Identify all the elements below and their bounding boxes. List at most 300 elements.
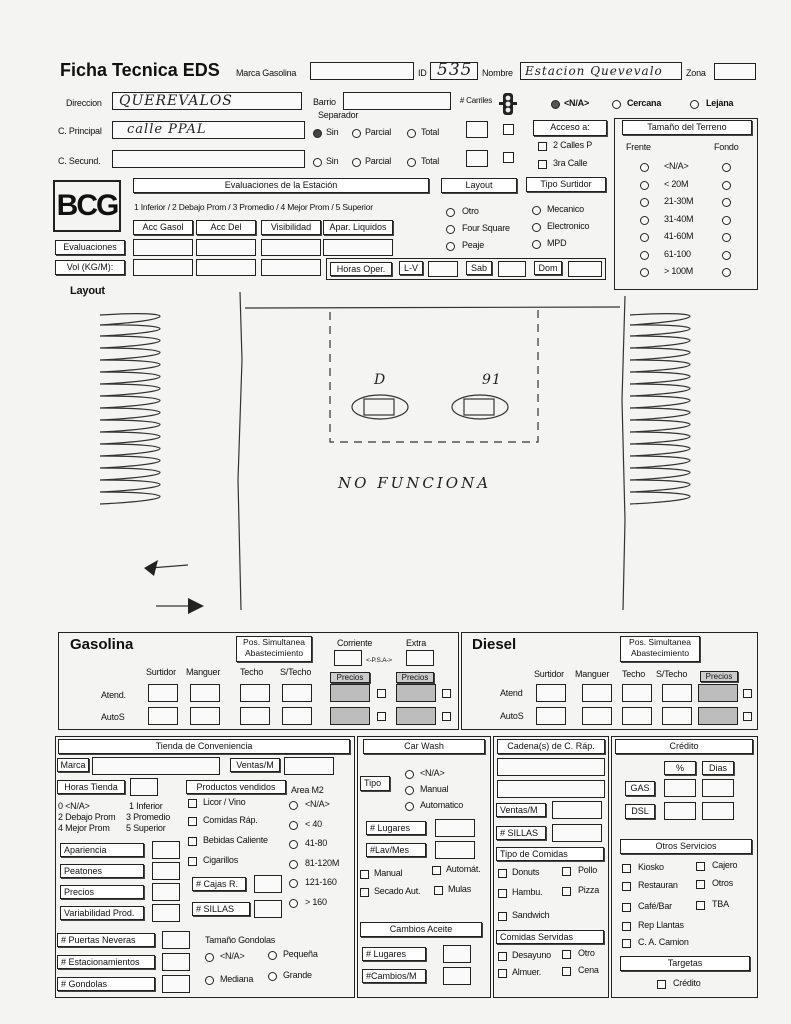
otros-servicios-title: Otros Servicios	[620, 839, 752, 854]
layout-otro-label: Otro	[462, 206, 479, 216]
id-field[interactable]	[430, 62, 478, 80]
otro-check[interactable]	[562, 950, 571, 959]
horas-tienda-label: Horas Tienda	[57, 780, 125, 794]
carwash-automat-check[interactable]	[432, 866, 441, 875]
direccion-value: QUEREVALOS	[119, 93, 233, 109]
comidas-servidas-label: Comidas Servidas	[496, 930, 604, 944]
parcial-label-2: Parcial	[365, 156, 392, 166]
gondola-grande-label: Grande	[283, 970, 312, 980]
carwash-lugares-label: # Lugares	[366, 821, 426, 835]
diesel-pos-sim: Pos. Simultanea Abastecimiento	[620, 636, 700, 662]
direccion-label: Direccion	[66, 98, 102, 108]
gasolina-title: Gasolina	[70, 636, 134, 653]
eval-precios-label: Precios	[60, 885, 144, 899]
gas-atend-precio-extra[interactable]	[396, 684, 436, 702]
gondola-pequena-label: Pequeña	[283, 949, 318, 959]
credito-dsl-label: DSL	[625, 804, 655, 819]
vol-row-label: Vol (KG/M):	[55, 260, 125, 275]
fondo-radio[interactable]	[722, 268, 731, 277]
bebidas-check[interactable]	[188, 837, 197, 846]
fondo-label: Fondo	[714, 142, 739, 152]
carwash-lugares-field[interactable]	[435, 819, 475, 837]
surtidor-mecanico-label: Mecanico	[547, 204, 584, 214]
fondo-radio[interactable]	[722, 181, 731, 190]
horas-oper-label: Horas Oper.	[330, 262, 392, 276]
cajas-label: # Cajas R.	[192, 877, 246, 891]
traffic-light-icon	[499, 92, 517, 116]
dsl-precios: Precios	[700, 671, 738, 682]
terreno-option-label: < 20M	[664, 178, 689, 189]
layout-peaje-label: Peaje	[462, 240, 485, 250]
credito-gas-dias[interactable]	[702, 779, 734, 797]
layout-sketch	[60, 280, 760, 620]
dos-calles-check[interactable]	[538, 142, 547, 151]
scale-line-2: 2 Debajo Prom	[58, 812, 116, 822]
tercera-calle-check[interactable]	[538, 160, 547, 169]
pollo-check[interactable]	[562, 867, 571, 876]
carwash-automat-label: Automát.	[446, 864, 481, 874]
dom-field[interactable]	[568, 261, 602, 277]
cambios-m-label: #Cambios/M	[362, 969, 426, 983]
eval-acc-del-field[interactable]	[196, 239, 256, 256]
gondolas-label: # Gondolas	[57, 977, 155, 991]
scale-line-6: 5 Superior	[126, 823, 166, 833]
tamano-gondolas-label: Tamaño Gondolas	[205, 935, 276, 945]
separador-principal-check[interactable]	[503, 124, 514, 135]
lv-label: L-V	[399, 261, 423, 275]
surtidor-mecanico-radio[interactable]	[532, 206, 541, 215]
zona-label: Zona	[686, 68, 706, 78]
tienda-marca-field[interactable]	[92, 757, 220, 775]
hambu-label: Hambu.	[512, 887, 543, 897]
location-na-label: <N/A>	[564, 98, 590, 108]
otros-label: Otros	[712, 878, 734, 888]
gas-autos-surtidor[interactable]	[148, 707, 178, 725]
frente-label: Frente	[626, 142, 651, 152]
donuts-label: Donuts	[512, 867, 540, 877]
dsl-row-autos: AutoS	[500, 711, 524, 721]
gas-autos-techo[interactable]	[240, 707, 270, 725]
otros-check[interactable]	[696, 880, 705, 889]
area-option-label: 121-160	[305, 877, 337, 887]
gondola-mediana-label: Mediana	[220, 974, 254, 984]
credito-title: Crédito	[615, 739, 753, 754]
kiosko-check[interactable]	[622, 864, 631, 873]
barrio-label: Barrio	[313, 97, 336, 107]
terreno-option-label: 41-60M	[664, 231, 694, 241]
scale-line-1: 0 <N/A>	[58, 801, 90, 811]
credito-gas-pct[interactable]	[664, 779, 696, 797]
eval-acc-gasol-field[interactable]	[133, 239, 193, 256]
gasolina-pos-sim: Pos. Simultanea Abastecimiento	[236, 636, 312, 662]
gas-autos-manguer[interactable]	[190, 707, 220, 725]
layout-four-square-radio[interactable]	[446, 225, 455, 234]
cajero-check[interactable]	[696, 862, 705, 871]
restauran-label: Restauran	[638, 880, 678, 890]
pizza-check[interactable]	[562, 887, 571, 896]
evaluaciones-row-label: Evaluaciones	[55, 240, 125, 255]
area-radio[interactable]	[289, 860, 298, 869]
dsl-col-manguer: Manguer	[575, 669, 610, 679]
frente-radio[interactable]	[640, 181, 649, 190]
nombre-label: Nombre	[482, 68, 513, 78]
direccion-field[interactable]	[112, 92, 302, 110]
sab-label: Sab	[466, 261, 492, 275]
vol-acc-gasol-field[interactable]	[133, 259, 193, 276]
carwash-automatico-label: Automatico	[420, 800, 464, 810]
location-na-radio[interactable]	[551, 100, 560, 109]
eval-variabilidad-field[interactable]	[152, 904, 180, 922]
cambios-aceite-title: Cambios Aceite	[360, 922, 482, 937]
dsl-autos-manguer[interactable]	[582, 707, 612, 725]
layout-header: Layout	[441, 178, 517, 193]
corriente-field[interactable]	[334, 650, 362, 666]
kiosko-label: Kiosko	[638, 862, 664, 872]
carwash-automatico-radio[interactable]	[405, 802, 414, 811]
tba-label: TBA	[712, 899, 729, 909]
carwash-lav-field[interactable]	[435, 841, 475, 859]
terreno-option-label: 61-100	[664, 248, 691, 259]
bebidas-label: Bebidas Caliente	[203, 835, 268, 845]
c-principal-field[interactable]	[112, 121, 305, 139]
separador-secund-check[interactable]	[503, 152, 514, 163]
corriente-label: Corriente	[337, 638, 373, 648]
gas-col-techo: Techo	[240, 667, 264, 677]
estacionamientos-field[interactable]	[162, 953, 190, 971]
gondola-pequena-radio[interactable]	[268, 951, 277, 960]
terreno-option-label: > 100M	[664, 266, 694, 276]
targetas-title: Targetas	[620, 956, 750, 971]
gas-autos-precio-corriente[interactable]	[330, 707, 370, 725]
carwash-na-label: <N/A>	[420, 768, 445, 778]
area-radio[interactable]	[289, 840, 298, 849]
nombre-value: Estacion Quevevalo	[525, 64, 663, 78]
dsl-atend-manguer[interactable]	[582, 684, 612, 702]
frente-radio[interactable]	[640, 233, 649, 242]
gondola-mediana-radio[interactable]	[205, 976, 214, 985]
licor-label: Licor / Vino	[203, 797, 246, 807]
pump-1-label: D	[374, 372, 387, 388]
bcg-logo: BCG	[53, 180, 121, 232]
frente-radio[interactable]	[640, 268, 649, 277]
tienda-ventas-label: Ventas/M	[230, 758, 280, 772]
cadena-sillas-label: # SILLAS	[496, 826, 546, 840]
dos-calles-label: 2 Calles P	[553, 140, 593, 150]
marca-gasolina-field[interactable]	[310, 62, 414, 80]
cercana-label: Cercana	[627, 98, 662, 108]
surtidor-electronico-label: Electronico	[547, 221, 590, 231]
carwash-manual-check[interactable]	[360, 870, 369, 879]
marca-gasolina-label: Marca Gasolina	[236, 68, 297, 78]
eval-apariencia-label: Apariencia	[60, 843, 144, 857]
scale-line-5: 3 Promedio	[126, 812, 171, 822]
area-option-label: < 40	[305, 818, 322, 829]
total-label: Total	[421, 127, 440, 137]
c-principal-sin-radio[interactable]	[313, 129, 322, 138]
licor-check[interactable]	[188, 799, 197, 808]
credito-dsl-pct[interactable]	[664, 802, 696, 820]
gas-precios-extra: Precios	[396, 672, 434, 683]
tienda-sillas-label: # SILLAS	[192, 902, 250, 916]
c-secund-field[interactable]	[112, 150, 305, 168]
layout-otro-radio[interactable]	[446, 208, 455, 217]
vol-acc-del-field[interactable]	[196, 259, 256, 276]
carwash-na-radio[interactable]	[405, 770, 414, 779]
cena-check[interactable]	[562, 967, 571, 976]
barrio-field[interactable]	[343, 92, 451, 110]
fondo-radio[interactable]	[722, 198, 731, 207]
horas-tienda-field[interactable]	[130, 778, 158, 796]
layout-peaje-radio[interactable]	[446, 242, 455, 251]
c-secund-total-radio[interactable]	[407, 158, 416, 167]
gondolas-field[interactable]	[162, 975, 190, 993]
dsl-col-surtidor: Surtidor	[534, 669, 564, 679]
gas-atend-stecho[interactable]	[282, 684, 312, 702]
frente-radio[interactable]	[640, 163, 649, 172]
terreno-title: Tamaño del Terreno	[622, 120, 752, 135]
almuer-check[interactable]	[498, 969, 507, 978]
ca-camion-label: C. A. Camion	[638, 937, 689, 947]
rep-llantas-label: Rep Llantas	[638, 920, 684, 930]
tipo-surtidor-header: Tipo Surtidor	[526, 177, 606, 192]
fondo-radio[interactable]	[722, 251, 731, 260]
gas-autos-stecho[interactable]	[282, 707, 312, 725]
psa-label: <-P.S.A->	[366, 657, 392, 664]
gas-row-atend: Atend.	[101, 690, 126, 700]
desayuno-check[interactable]	[498, 952, 507, 961]
eval-col-apar-liquidos: Apar. Liquidos	[323, 220, 393, 235]
c-secund-label: C. Secund.	[58, 156, 101, 166]
gas-row-autos: AutoS	[101, 712, 125, 722]
restauran-check[interactable]	[622, 882, 631, 891]
pizza-label: Pizza	[578, 885, 600, 895]
tipo-comidas-label: Tipo de Comidas	[496, 847, 604, 861]
area-radio[interactable]	[289, 821, 298, 830]
gas-col-surtidor: Surtidor	[146, 667, 176, 677]
desayuno-label: Desayuno	[512, 950, 551, 960]
eval-col-acc-del: Acc Del	[196, 220, 256, 235]
evaluaciones-scale: 1 Inferior / 2 Debajo Prom / 3 Promedio / 4 Mejor Prom / 5 Superior	[134, 202, 373, 212]
cadena-field-1[interactable]	[497, 758, 605, 776]
tercera-calle-label: 3ra Calle	[553, 158, 588, 168]
rep-llantas-check[interactable]	[622, 922, 631, 931]
c-principal-total-radio[interactable]	[407, 129, 416, 138]
c-secund-parcial-radio[interactable]	[352, 158, 361, 167]
eval-variabilidad-label: Variabilidad Prod.	[60, 906, 144, 920]
gondola-grande-radio[interactable]	[268, 972, 277, 981]
dsl-atend-check[interactable]	[743, 689, 752, 698]
carwash-manual-label: Manual	[420, 784, 449, 794]
c-secund-sin-radio[interactable]	[313, 158, 322, 167]
area-option-label: 41-80	[305, 838, 328, 848]
gas-atend-check-2[interactable]	[442, 689, 451, 698]
dom-label: Dom	[534, 261, 562, 275]
credito-pct-label: %	[664, 761, 696, 775]
area-m2-label: Area M2	[291, 785, 324, 795]
credito-gas-label: GAS	[625, 781, 655, 796]
gas-atend-techo[interactable]	[240, 684, 270, 702]
puertas-field[interactable]	[162, 931, 190, 949]
comidas-rap-check[interactable]	[188, 817, 197, 826]
extra-field[interactable]	[406, 650, 434, 666]
gas-precios-corriente: Precios	[330, 672, 370, 683]
carwash-manual-chk-label: Manual	[374, 868, 403, 878]
ca-camion-check[interactable]	[622, 939, 631, 948]
cadena-ventas-field[interactable]	[552, 801, 602, 819]
cambios-m-field[interactable]	[443, 967, 471, 985]
zona-field[interactable]	[714, 63, 756, 80]
carriles-principal-field[interactable]	[466, 121, 488, 138]
hambu-check[interactable]	[498, 889, 507, 898]
lejana-radio[interactable]	[690, 100, 699, 109]
cafe-bar-check[interactable]	[622, 903, 631, 912]
gas-autos-check-1[interactable]	[377, 712, 386, 721]
dsl-atend-stecho[interactable]	[662, 684, 692, 702]
c-principal-value: calle PPAL	[127, 122, 207, 137]
cigarillos-label: Cigarillos	[203, 855, 239, 865]
page-title: Ficha Tecnica EDS	[60, 60, 220, 80]
area-option-label: > 160	[305, 896, 327, 907]
pump-2-label: 91	[482, 372, 502, 388]
dsl-atend-surtidor[interactable]	[536, 684, 566, 702]
frente-radio[interactable]	[640, 198, 649, 207]
acceso-a-header: Acceso a:	[533, 120, 607, 136]
cambios-lugares-label: # Lugares	[362, 947, 426, 961]
fondo-radio[interactable]	[722, 233, 731, 242]
estacionamientos-label: # Estacionamientos	[57, 955, 155, 969]
vol-visibilidad-field[interactable]	[261, 259, 321, 276]
tienda-title: Tienda de Conveniencia	[58, 739, 350, 754]
sketch-note: NO FUNCIONA	[338, 474, 492, 492]
dsl-col-techo: Techo	[622, 669, 646, 679]
cafe-bar-label: Café/Bar	[638, 901, 672, 911]
fondo-radio[interactable]	[722, 163, 731, 172]
dsl-autos-surtidor[interactable]	[536, 707, 566, 725]
secado-label: Secado Aut.	[374, 886, 421, 896]
cajas-field[interactable]	[254, 875, 282, 893]
separador-label: Separador	[318, 110, 359, 120]
tienda-ventas-field[interactable]	[284, 757, 334, 775]
evaluaciones-header: Evaluaciones de la Estación	[133, 178, 429, 193]
scale-line-3: 4 Mejor Prom	[58, 823, 110, 833]
gas-col-manguer: Manguer	[186, 667, 221, 677]
sab-field[interactable]	[498, 261, 526, 277]
cadena-field-2[interactable]	[497, 780, 605, 798]
donuts-check[interactable]	[498, 869, 507, 878]
c-principal-parcial-radio[interactable]	[352, 129, 361, 138]
surtidor-mpd-label: MPD	[547, 238, 567, 248]
dsl-autos-precio[interactable]	[698, 707, 738, 725]
eval-peatones-field[interactable]	[152, 862, 180, 880]
credito-dsl-dias[interactable]	[702, 802, 734, 820]
sin-label: Sin	[326, 127, 339, 137]
diesel-title: Diesel	[472, 636, 517, 653]
gondola-na-radio[interactable]	[205, 953, 214, 962]
tienda-marca-label: Marca	[57, 758, 89, 772]
terreno-option-label: 21-30M	[664, 196, 694, 206]
cena-label: Cena	[578, 965, 599, 975]
frente-radio[interactable]	[640, 216, 649, 225]
nombre-field[interactable]	[520, 62, 682, 80]
cajero-label: Cajero	[712, 860, 738, 870]
otro-label: Otro	[578, 948, 595, 958]
lv-field[interactable]	[428, 261, 458, 277]
tienda-sillas-field[interactable]	[254, 900, 282, 918]
dsl-atend-precio[interactable]	[698, 684, 738, 702]
surtidor-mpd-radio[interactable]	[532, 240, 541, 249]
credito-check[interactable]	[657, 980, 666, 989]
area-option-label: <N/A>	[305, 799, 330, 809]
cigarillos-check[interactable]	[188, 857, 197, 866]
c-principal-label: C. Principal	[58, 126, 102, 136]
gas-atend-manguer[interactable]	[190, 684, 220, 702]
dsl-autos-techo[interactable]	[622, 707, 652, 725]
dsl-atend-techo[interactable]	[622, 684, 652, 702]
frente-radio[interactable]	[640, 251, 649, 260]
area-radio[interactable]	[289, 801, 298, 810]
puertas-label: # Puertas Neveras	[57, 933, 155, 947]
credito-dias-label: Dias	[702, 761, 734, 775]
eval-peatones-label: Peatones	[60, 864, 144, 878]
eval-apar-field[interactable]	[323, 239, 393, 256]
dsl-autos-stecho[interactable]	[662, 707, 692, 725]
sandwich-check[interactable]	[498, 912, 507, 921]
carwash-title: Car Wash	[363, 739, 485, 754]
gas-atend-check-1[interactable]	[377, 689, 386, 698]
tba-check[interactable]	[696, 901, 705, 910]
eval-precios-field[interactable]	[152, 883, 180, 901]
cambios-lugares-field[interactable]	[443, 945, 471, 963]
carwash-lav-label: #Lav/Mes	[366, 843, 426, 857]
carwash-manual-radio[interactable]	[405, 786, 414, 795]
dsl-row-atend: Atend	[500, 688, 523, 698]
gas-autos-check-2[interactable]	[442, 712, 451, 721]
mulas-check[interactable]	[434, 886, 443, 895]
area-radio[interactable]	[289, 899, 298, 908]
eval-apariencia-field[interactable]	[152, 841, 180, 859]
sandwich-label: Sandwich	[512, 910, 550, 920]
sketch-layout-label: Layout	[70, 285, 105, 297]
layout-four-square-label: Four Square	[462, 223, 510, 233]
area-radio[interactable]	[289, 879, 298, 888]
fondo-radio[interactable]	[722, 216, 731, 225]
lejana-label: Lejana	[706, 98, 734, 108]
gas-atend-precio-corriente[interactable]	[330, 684, 370, 702]
terreno-option-label: 31-40M	[664, 213, 694, 224]
almuer-label: Almuer.	[512, 967, 542, 977]
eval-col-acc-gasol: Acc Gasol	[133, 220, 193, 235]
carriles-secund-field[interactable]	[466, 150, 488, 167]
comidas-rap-label: Comidas Ráp.	[203, 815, 258, 825]
credito-check-label: Crédito	[673, 978, 701, 988]
eval-visibilidad-field[interactable]	[261, 239, 321, 256]
cadena-ventas-label: Ventas/M	[496, 803, 546, 817]
sin-label-2: Sin	[326, 156, 339, 166]
productos-vendidos-label: Productos vendidos	[186, 780, 286, 794]
dsl-autos-check[interactable]	[743, 712, 752, 721]
mulas-label: Mulas	[448, 884, 472, 894]
secado-check[interactable]	[360, 888, 369, 897]
cercana-radio[interactable]	[612, 100, 621, 109]
total-label-2: Total	[421, 156, 440, 166]
cadena-sillas-field[interactable]	[552, 824, 602, 842]
gas-autos-precio-extra[interactable]	[396, 707, 436, 725]
surtidor-electronico-radio[interactable]	[532, 223, 541, 232]
gas-atend-surtidor[interactable]	[148, 684, 178, 702]
extra-label: Extra	[406, 638, 427, 648]
cadena-title: Cadena(s) de C. Ráp.	[497, 739, 605, 754]
eval-col-visibilidad: Visibilidad	[261, 220, 321, 235]
